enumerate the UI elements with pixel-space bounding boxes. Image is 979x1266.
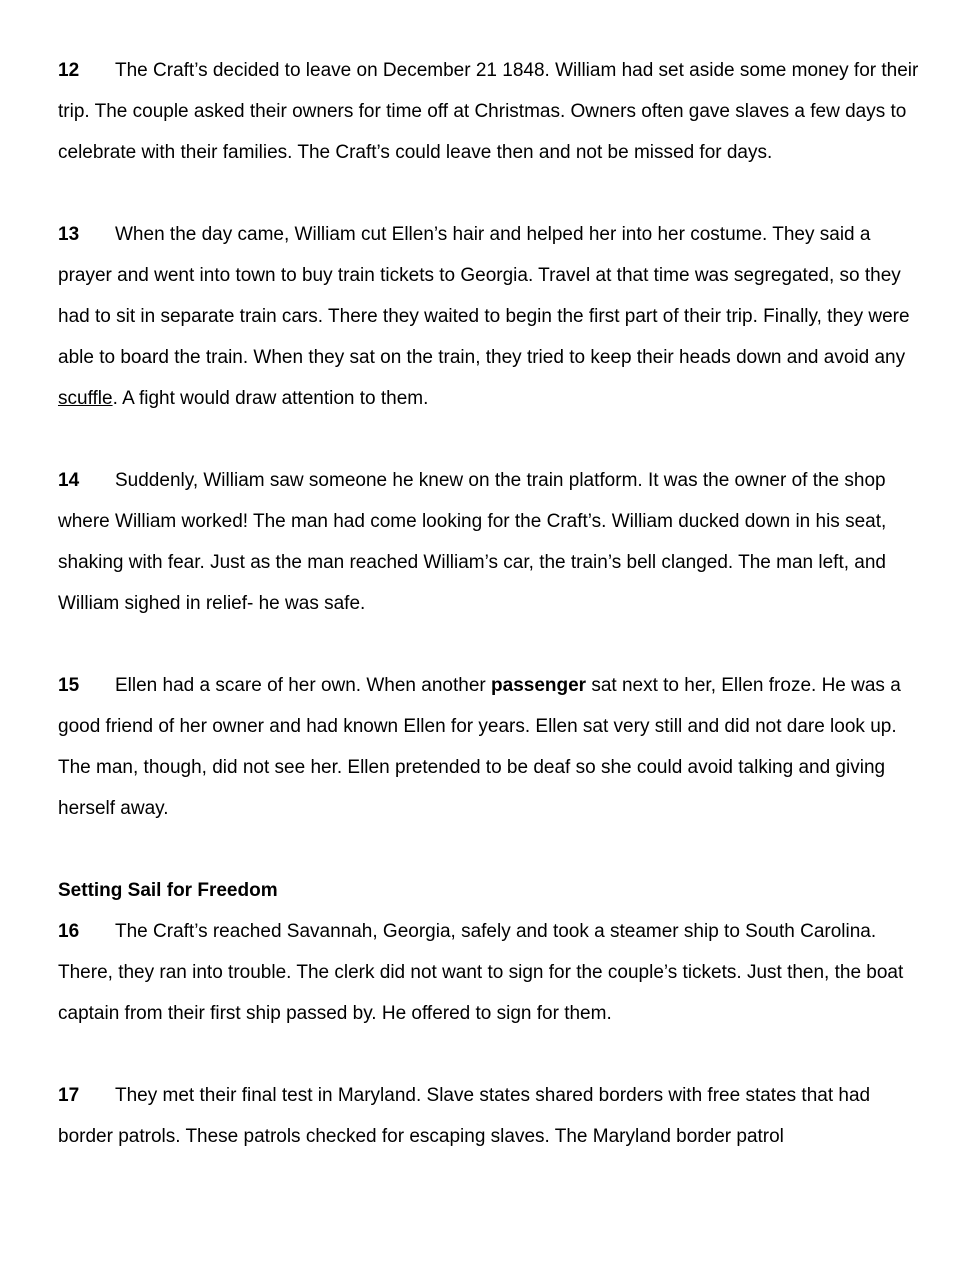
paragraph-text: The Craft’s reached Savannah, Georgia, safely and took a steamer ship to South Carolina. There, they ran into trouble. The clerk did not want to sign for the couple’s tickets. Just then, the boat captain from their first ship passed by. He offered to sign for them.: [58, 921, 904, 1024]
section-heading: Setting Sail for Freedom: [58, 880, 278, 901]
vocabulary-word-scuffle: scuffle: [58, 388, 113, 409]
paragraph-text-end: . A fight would draw attention to them.: [112, 388, 429, 409]
paragraph-16: [58, 911, 928, 1034]
paragraph-number: 12: [58, 60, 80, 81]
paragraph-15: [58, 665, 928, 829]
paragraph-text: Ellen had a scare of her own. When another: [115, 675, 492, 696]
paragraph-text: The Craft’s decided to leave on December 21 1848. William had set aside some money for their trip. The couple asked their owners for time off at Christmas. Owners often gave slaves a few days to celebrate with their families. The Craft’s could leave then and not be missed for days.: [58, 60, 919, 163]
paragraph-17: [58, 1075, 928, 1157]
paragraph-text-end: sat next to her, Ellen froze. He was a good friend of her owner and had known Ellen for years. Ellen sat very still and did not dare look up. The man, though, did not see her. Ellen pretended to be deaf so she could avoid talking and giving herself away.: [58, 675, 901, 819]
paragraph-number: 15: [58, 675, 80, 696]
paragraph-text: Suddenly, William saw someone he knew on the train platform. It was the owner of the shop where William worked! The man had come looking for the Craft’s. William ducked down in his seat, shaking with fear. Just as the man reached William’s car, the train’s bell clanged. The man left, and William sighed in relief- he was safe.: [58, 470, 887, 614]
document-page: [58, 50, 928, 1198]
paragraph-number: 14: [58, 470, 80, 491]
paragraph-text: When the day came, William cut Ellen’s hair and helped her into her costume. They said a prayer and went into town to buy train tickets to Georgia. Travel at that time was segregated, so they had to sit in separate train cars. There they waited to begin the first part of their trip. Finally, they were able to board the train. When they sat on the train, they tried to keep their heads down and avoid any: [58, 224, 910, 368]
vocabulary-word-passenger: passenger: [491, 675, 587, 696]
paragraph-number: 13: [58, 224, 80, 245]
paragraph-14: [58, 460, 928, 624]
paragraph-12: [58, 50, 928, 173]
paragraph-number: 17: [58, 1085, 80, 1106]
paragraph-text: They met their final test in Maryland. Slave states shared borders with free states that had border patrols. These patrols checked for escaping slaves. The Maryland border patrol: [58, 1085, 871, 1147]
paragraph-number: 16: [58, 921, 80, 942]
paragraph-13: [58, 214, 928, 419]
